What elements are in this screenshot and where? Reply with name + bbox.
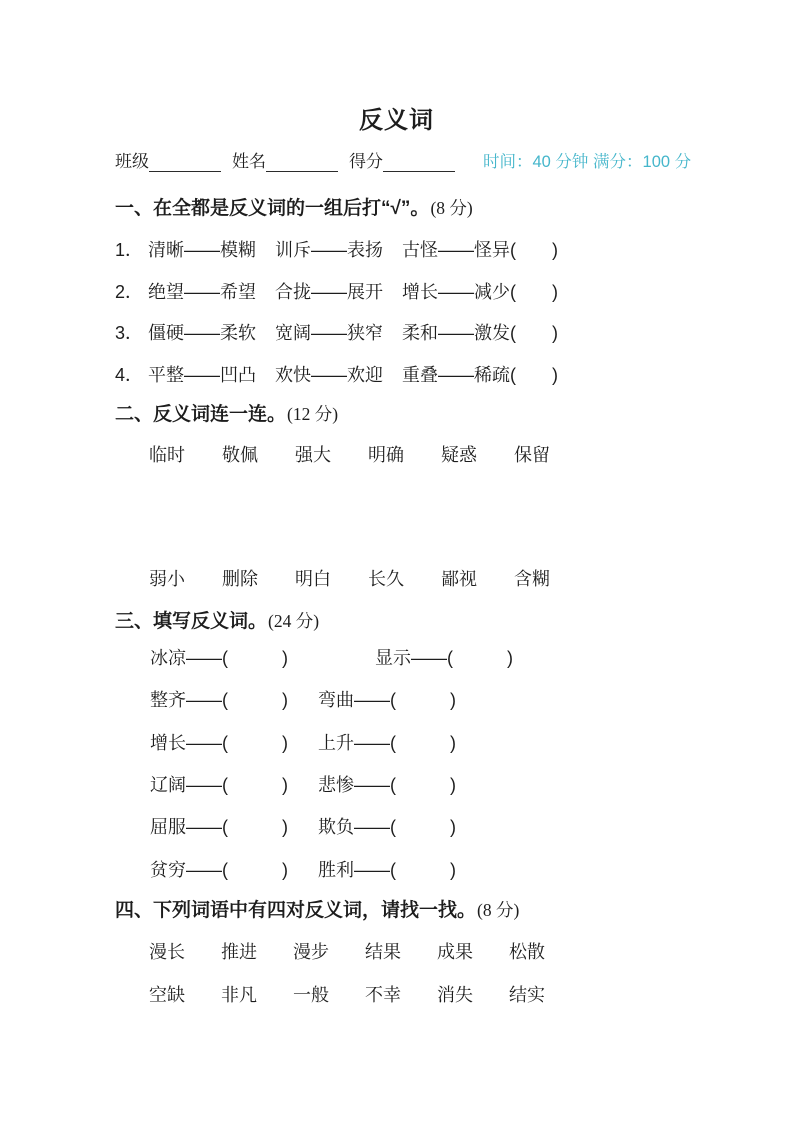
fill-in-cell: 欺负——( ) [318, 817, 456, 837]
match-word: 明白 [295, 569, 331, 589]
name-field [232, 147, 338, 172]
question-item-3 [115, 319, 558, 345]
section1-points: (8 分) [430, 198, 473, 218]
section2-points: (12 分) [287, 404, 339, 424]
fill-in-cell: 冰凉——( ) [150, 648, 288, 668]
answer-blank: ( ) [510, 365, 559, 385]
matching-top-row [149, 441, 550, 467]
match-word: 保留 [514, 445, 550, 465]
class-label: 班级 [115, 152, 149, 171]
match-word: 弱小 [149, 569, 185, 589]
score-field [349, 147, 455, 172]
word-pair: 僵硬——柔软 [148, 323, 257, 343]
item-number: 1． [115, 240, 144, 260]
section2-heading [115, 399, 338, 426]
word-pair: 柔和——激发 [402, 323, 511, 343]
match-word: 长久 [368, 569, 404, 589]
word-pair: 训斥——表扬 [275, 240, 384, 260]
match-word: 删除 [222, 569, 258, 589]
section3-heading-text: 三、填写反义词。 [115, 611, 268, 632]
question-item-2 [115, 278, 558, 304]
section1-heading-text: 一、在全都是反义词的一组后打“√”。 [115, 198, 430, 219]
fill-in-cell: 整齐——( ) [150, 690, 288, 710]
section3-heading [115, 606, 319, 633]
section4-heading [115, 895, 519, 922]
fill-in-cell: 上升——( ) [318, 733, 456, 753]
match-word: 疑惑 [441, 445, 477, 465]
candidate-word: 松散 [509, 942, 545, 962]
fill-in-cell: 显示——( ) [375, 648, 513, 668]
answer-blank: ( ) [510, 240, 559, 260]
word-pair: 绝望——希望 [148, 282, 257, 302]
answer-blank: ( ) [510, 323, 559, 343]
word-pair: 清晰——模糊 [148, 240, 257, 260]
fill-in-cell: 弯曲——( ) [318, 690, 456, 710]
page-title: 反义词 [359, 107, 434, 134]
class-field [115, 147, 221, 172]
find-pairs-top-row [149, 938, 545, 964]
name-blank [266, 154, 338, 172]
fill-in-cell: 胜利——( ) [318, 860, 456, 880]
candidate-word: 漫长 [149, 942, 185, 962]
fill-in-cell: 贫穷——( ) [150, 860, 288, 880]
section1-heading [115, 193, 473, 220]
find-pairs-bottom-row [149, 981, 545, 1007]
section4-points: (8 分) [477, 900, 520, 920]
candidate-word: 消失 [437, 985, 473, 1005]
candidate-word: 不幸 [365, 985, 401, 1005]
match-word: 明确 [368, 445, 404, 465]
question-item-4 [115, 361, 558, 387]
section3-points: (24 分) [268, 611, 320, 631]
word-pair: 合拢——展开 [275, 282, 384, 302]
answer-blank: ( ) [510, 282, 559, 302]
candidate-word: 一般 [293, 985, 329, 1005]
score-blank [383, 154, 455, 172]
candidate-word: 漫步 [293, 942, 329, 962]
time-limit-info: 时间：40 分钟 满分：100 分 [483, 153, 692, 171]
score-label: 得分 [349, 152, 383, 171]
fill-in-cell: 增长——( ) [150, 733, 288, 753]
candidate-word: 结实 [509, 985, 545, 1005]
fill-in-cell: 辽阔——( ) [150, 775, 288, 795]
word-pair: 宽阔——狭窄 [275, 323, 384, 343]
match-word: 鄙视 [441, 569, 477, 589]
match-word: 含糊 [514, 569, 550, 589]
item-number: 4． [115, 365, 144, 385]
candidate-word: 非凡 [221, 985, 257, 1005]
word-pair: 增长——减少 [402, 282, 511, 302]
section4-heading-text: 四、下列词语中有四对反义词，请找一找。 [115, 900, 477, 921]
word-pair: 平整——凹凸 [148, 365, 257, 385]
header-row [115, 147, 753, 172]
candidate-word: 推进 [221, 942, 257, 962]
candidate-word: 空缺 [149, 985, 185, 1005]
item-number: 3． [115, 323, 144, 343]
candidate-word: 成果 [437, 942, 473, 962]
match-word: 敬佩 [222, 445, 258, 465]
fill-in-cell: 屈服——( ) [150, 817, 288, 837]
section2-heading-text: 二、反义词连一连。 [115, 404, 287, 425]
item-number: 2． [115, 282, 144, 302]
name-label: 姓名 [232, 152, 266, 171]
question-item-1 [115, 236, 558, 262]
fill-in-cell: 悲惨——( ) [318, 775, 456, 795]
match-word: 强大 [295, 445, 331, 465]
word-pair: 古怪——怪异 [402, 240, 511, 260]
class-blank [149, 154, 221, 172]
word-pair: 欢快——欢迎 [275, 365, 384, 385]
candidate-word: 结果 [365, 942, 401, 962]
word-pair: 重叠——稀疏 [402, 365, 511, 385]
matching-bottom-row [149, 565, 550, 591]
match-word: 临时 [149, 445, 185, 465]
